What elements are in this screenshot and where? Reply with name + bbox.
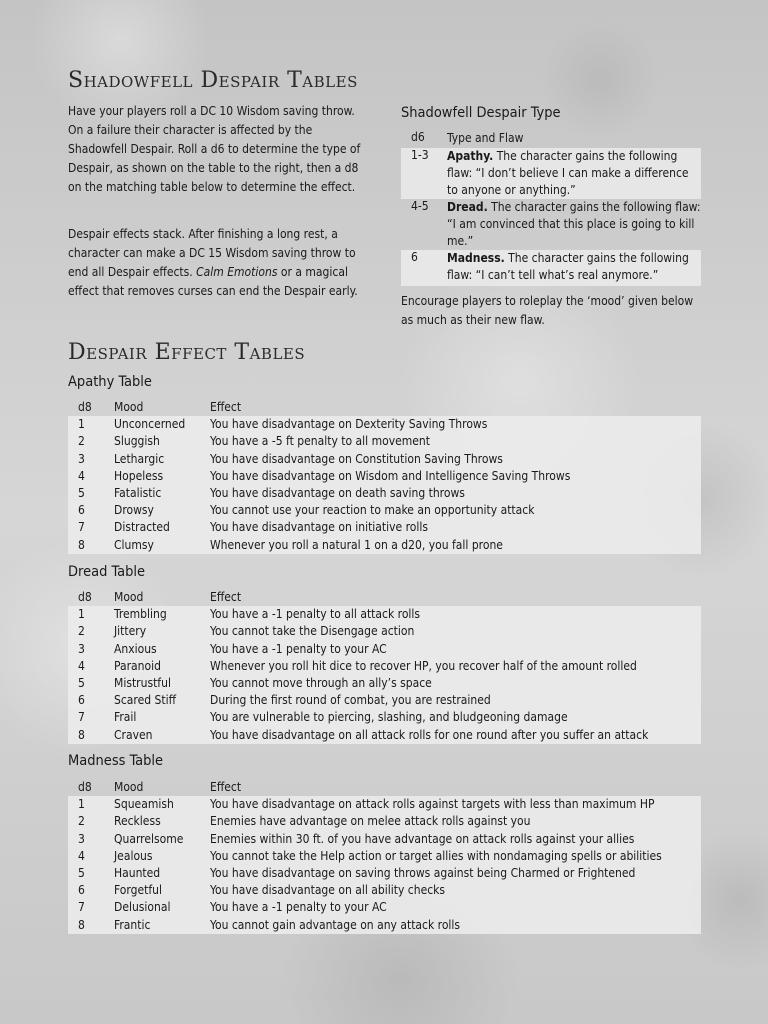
roll-value: 2 xyxy=(78,434,85,449)
table-row xyxy=(68,502,701,519)
header-effect: Effect xyxy=(210,780,242,794)
effect: You have disadvantage on all ability checks xyxy=(210,883,446,898)
despair-type-header-d6: d6 xyxy=(411,130,425,144)
mood: Craven xyxy=(114,727,153,742)
roll-value: 7 xyxy=(78,710,85,725)
apathy-table-header xyxy=(68,399,701,416)
table-row xyxy=(68,485,701,502)
table-row xyxy=(68,641,701,658)
mood: Delusional xyxy=(114,900,171,915)
table-row xyxy=(68,433,701,450)
roll-value: 4 xyxy=(78,658,85,673)
intro-paragraph-2-b: or a magical effect that removes curses can end the Despair early. xyxy=(68,265,358,298)
despair-type-roll: 1-3 xyxy=(411,148,429,162)
effect: You have disadvantage on attack rolls against targets with less than maximum HP xyxy=(210,797,655,812)
despair-type-header-type: Type and Flaw xyxy=(447,131,524,145)
effect: You have disadvantage on death saving throws xyxy=(210,485,465,500)
roleplay-note: Encourage players to roleplay the ‘mood’ given below as much as their new flaw. xyxy=(401,294,694,327)
effect: You cannot gain advantage on any attack rolls xyxy=(210,917,461,932)
roll-value: 4 xyxy=(78,848,85,863)
roll-value: 7 xyxy=(78,900,85,915)
mood: Lethargic xyxy=(114,451,165,466)
mood: Drowsy xyxy=(114,503,154,518)
mood: Quarrelsome xyxy=(114,831,184,846)
roll-value: 7 xyxy=(78,520,85,535)
roll-value: 5 xyxy=(78,675,85,690)
effect: You cannot move through an ally’s space xyxy=(210,675,432,690)
effects-title: Despair Effect Tables xyxy=(68,340,306,365)
table-row xyxy=(68,658,701,675)
effect: You have disadvantage on saving throws against being Charmed or Frightened xyxy=(210,865,636,880)
table-row xyxy=(68,451,701,468)
effect: You have disadvantage on initiative rolls xyxy=(210,520,429,535)
despair-type-row xyxy=(401,148,701,199)
roll-value: 1 xyxy=(78,607,85,622)
intro-paragraph-2 xyxy=(68,225,373,301)
table-row xyxy=(68,848,701,865)
despair-type-header xyxy=(401,130,701,148)
table-row xyxy=(68,519,701,536)
header-d8: d8 xyxy=(78,590,92,604)
despair-type-row xyxy=(401,199,701,250)
roll-value: 3 xyxy=(78,451,85,466)
table-row xyxy=(68,899,701,916)
header-d8: d8 xyxy=(78,780,92,794)
header-effect: Effect xyxy=(210,590,242,604)
table-row xyxy=(68,675,701,692)
roll-value: 2 xyxy=(78,624,85,639)
mood: Jealous xyxy=(114,848,153,863)
intro-paragraph-1: Have your players roll a DC 10 Wisdom saving throw. On a failure their character is affected by the Shadowfell Despair. Roll a d6 to determine the type of Despair, as shown on the table to the right, then a d8 on the matching table below to determine the effect. xyxy=(68,104,361,194)
header-d8: d8 xyxy=(78,400,92,414)
madness-table xyxy=(68,779,701,934)
table-row xyxy=(68,606,701,623)
effect: Whenever you roll a natural 1 on a d20, you fall prone xyxy=(210,537,503,552)
roll-value: 1 xyxy=(78,797,85,812)
effect: You have disadvantage on Wisdom and Intelligence Saving Throws xyxy=(210,468,571,483)
table-row xyxy=(68,623,701,640)
roll-value: 6 xyxy=(78,503,85,518)
apathy-table xyxy=(68,399,701,554)
roll-value: 4 xyxy=(78,468,85,483)
header-mood: Mood xyxy=(114,400,144,414)
effect: Enemies have advantage on melee attack rolls against you xyxy=(210,814,531,829)
madness-table-heading: Madness Table xyxy=(68,753,164,769)
dread-table-header xyxy=(68,589,701,606)
roll-value: 1 xyxy=(78,417,85,432)
table-row xyxy=(68,692,701,709)
mood: Scared Stiff xyxy=(114,693,177,708)
effect: You have disadvantage on Constitution Saving Throws xyxy=(210,451,503,466)
effect: You cannot take the Help action or target allies with nondamaging spells or abilities xyxy=(210,848,662,863)
madness-table-header xyxy=(68,779,701,796)
roll-value: 5 xyxy=(78,485,85,500)
table-row xyxy=(68,416,701,433)
dread-table-heading: Dread Table xyxy=(68,564,146,580)
table-row xyxy=(68,468,701,485)
table-row xyxy=(68,917,701,934)
mood: Haunted xyxy=(114,865,161,880)
mood: Anxious xyxy=(114,641,157,656)
header-mood: Mood xyxy=(114,780,144,794)
effect: Whenever you roll hit dice to recover HP, you recover half of the amount rolled xyxy=(210,658,637,673)
effect: You have a -1 penalty to your AC xyxy=(210,641,387,656)
roll-value: 8 xyxy=(78,727,85,742)
effect: You have a -1 penalty to your AC xyxy=(210,900,387,915)
page-title: Shadowfell Despair Tables xyxy=(68,68,358,93)
effect: You cannot use your reaction to make an opportunity attack xyxy=(210,503,535,518)
header-mood: Mood xyxy=(114,590,144,604)
despair-type-roll: 4-5 xyxy=(411,199,429,213)
despair-type-row xyxy=(401,250,701,286)
mood: Squeamish xyxy=(114,797,174,812)
table-row xyxy=(68,865,701,882)
roll-value: 6 xyxy=(78,883,85,898)
despair-type-roll: 6 xyxy=(411,250,418,264)
effect: You have disadvantage on Dexterity Saving Throws xyxy=(210,417,488,432)
mood: Hopeless xyxy=(114,468,164,483)
effect: You have a -5 ft penalty to all movement xyxy=(210,434,430,449)
roll-value: 5 xyxy=(78,865,85,880)
roll-value: 8 xyxy=(78,917,85,932)
roll-value: 2 xyxy=(78,814,85,829)
effect: During the first round of combat, you are restrained xyxy=(210,693,491,708)
table-row xyxy=(68,796,701,813)
mood: Reckless xyxy=(114,814,161,829)
dread-table xyxy=(68,589,701,744)
calm-emotions-spell: Calm Emotions xyxy=(196,265,278,279)
effect: Enemies within 30 ft. of you have advantage on attack rolls against your allies xyxy=(210,831,635,846)
despair-type-table xyxy=(401,130,701,286)
mood: Clumsy xyxy=(114,537,154,552)
mood: Distracted xyxy=(114,520,170,535)
despair-type-name: Madness. xyxy=(447,251,505,265)
mood: Fatalistic xyxy=(114,485,162,500)
mood: Frantic xyxy=(114,917,151,932)
despair-type-heading: Shadowfell Despair Type xyxy=(401,105,561,121)
table-row xyxy=(68,813,701,830)
mood: Sluggish xyxy=(114,434,160,449)
despair-type-flaw: The character gains the following flaw: “I don’t believe I can make a difference to anyone or anything.” xyxy=(447,149,689,197)
table-row xyxy=(68,709,701,726)
table-row xyxy=(68,831,701,848)
mood: Unconcerned xyxy=(114,417,186,432)
apathy-table-heading: Apathy Table xyxy=(68,374,152,390)
mood: Trembling xyxy=(114,607,167,622)
despair-type-flaw: The character gains the following flaw: “I can’t tell what’s real anymore.” xyxy=(447,251,689,282)
roll-value: 3 xyxy=(78,641,85,656)
despair-type-name: Dread. xyxy=(447,200,488,214)
despair-type-name: Apathy. xyxy=(447,149,494,163)
header-effect: Effect xyxy=(210,400,242,414)
effect: You cannot take the Disengage action xyxy=(210,624,415,639)
roll-value: 3 xyxy=(78,831,85,846)
effect: You have disadvantage on all attack rolls for one round after you suffer an attack xyxy=(210,727,649,742)
despair-type-flaw: The character gains the following flaw: “I am convinced that this place is going to kill me.” xyxy=(447,200,701,248)
effect: You have a -1 penalty to all attack rolls xyxy=(210,607,421,622)
effect: You are vulnerable to piercing, slashing, and bludgeoning damage xyxy=(210,710,568,725)
mood: Mistrustful xyxy=(114,675,171,690)
table-row xyxy=(68,727,701,744)
mood: Forgetful xyxy=(114,883,162,898)
mood: Jittery xyxy=(114,624,147,639)
table-row xyxy=(68,537,701,554)
mood: Paranoid xyxy=(114,658,161,673)
roll-value: 8 xyxy=(78,537,85,552)
table-row xyxy=(68,882,701,899)
roll-value: 6 xyxy=(78,693,85,708)
mood: Frail xyxy=(114,710,137,725)
intro-paragraph-2-a: Despair effects stack. After finishing a long rest, a character can make a DC 15 Wisdom saving throw to end all Despair effects. xyxy=(68,227,356,279)
